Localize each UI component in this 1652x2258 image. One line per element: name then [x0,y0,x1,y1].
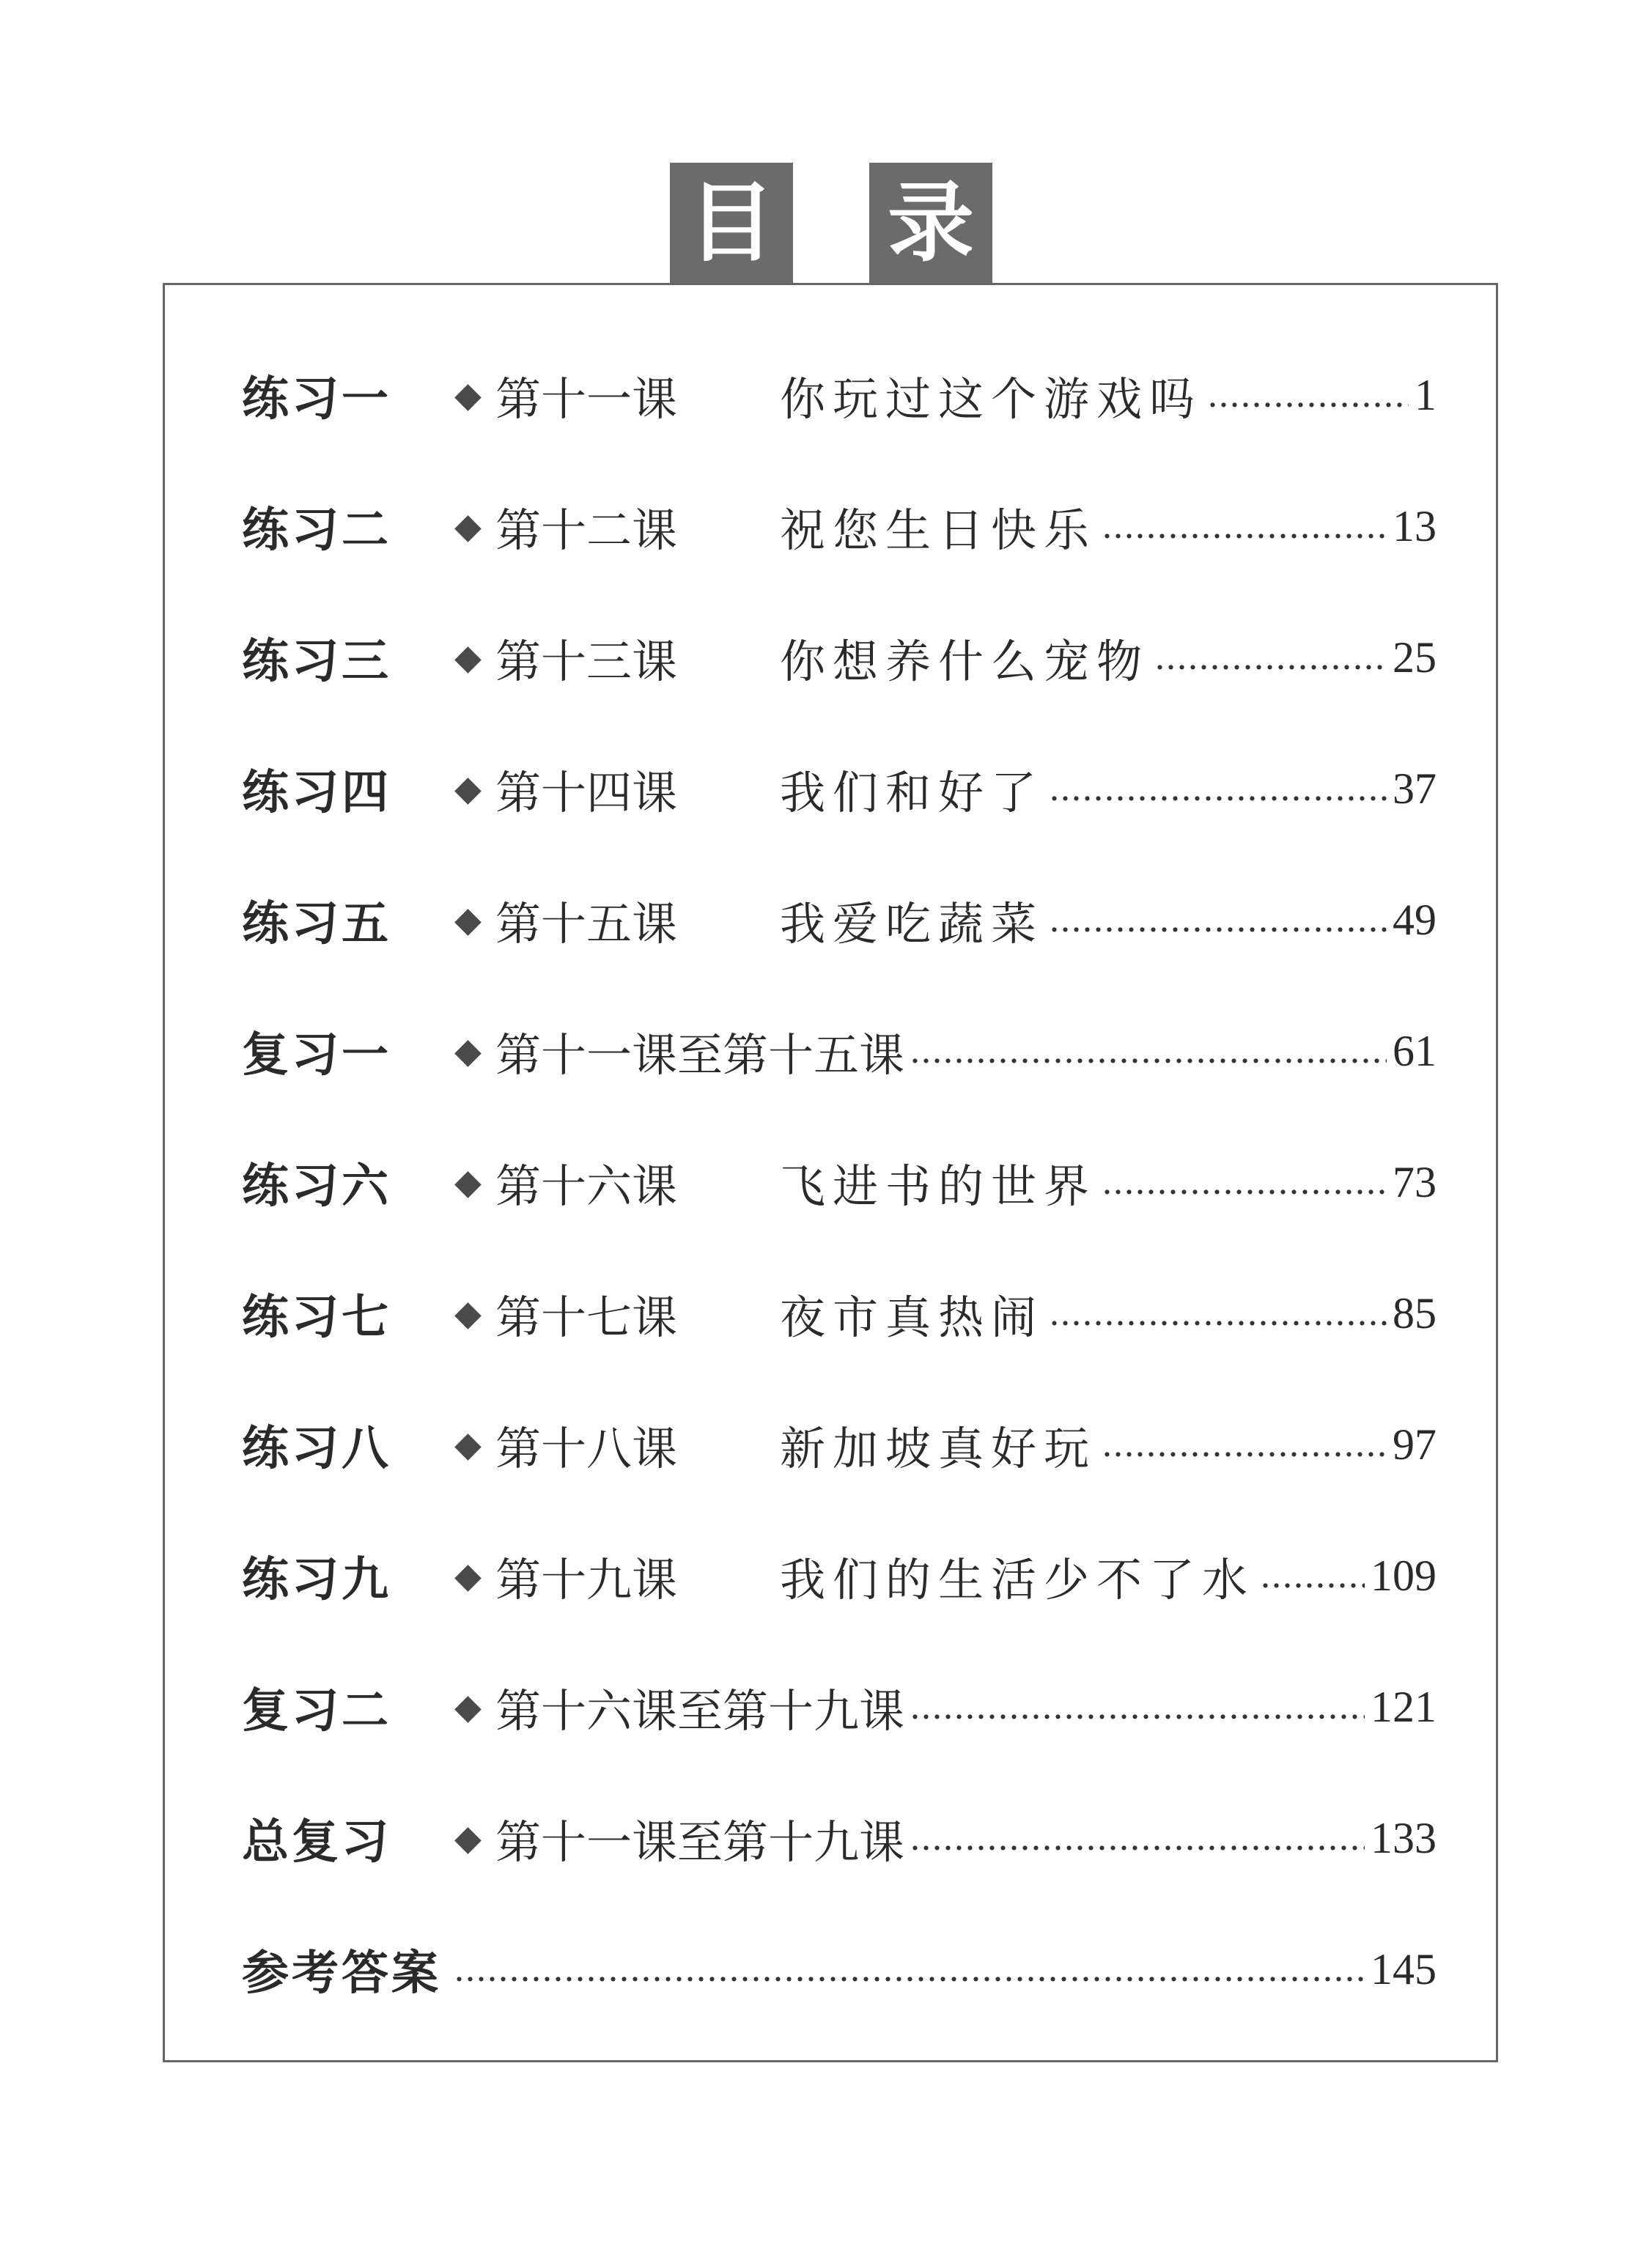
page-number: 121 [1371,1682,1437,1731]
dot-leader [910,1685,1365,1729]
diamond-icon: ◆ [454,1555,482,1596]
diamond-icon: ◆ [454,1818,482,1859]
toc-entry-11[interactable] [242,1674,1437,1740]
dot-leader [1102,1423,1387,1466]
lesson-number: 第十五课 [495,896,678,951]
lesson-range: 第十六课至第十九课 [495,1683,905,1738]
dot-leader [1102,504,1387,548]
diamond-icon: ◆ [454,1424,482,1465]
entry-label: 练习一 [242,372,391,427]
lesson-topic: 你想养什么宠物 [780,634,1150,688]
lesson-topic: 飞进书的世界 [780,1159,1097,1213]
diamond-icon: ◆ [454,1686,482,1727]
toc-entry-2[interactable] [242,493,1437,559]
entry-label: 练习二 [242,503,391,558]
entry-label: 练习四 [242,766,391,820]
diamond-icon: ◆ [454,637,482,678]
page-number: 61 [1393,1026,1437,1075]
dot-leader [910,1816,1365,1860]
dot-leader [910,1029,1387,1073]
dot-leader [1050,898,1387,942]
dot-leader [1155,635,1387,679]
lesson-topic: 夜市真热闹 [780,1290,1044,1344]
toc-entry-answers[interactable] [242,1936,1437,2002]
entry-label: 总复习 [242,1815,391,1870]
toc-entry-8[interactable] [242,1280,1437,1346]
toc-entry-7[interactable] [242,1149,1437,1215]
diamond-icon: ◆ [454,768,482,809]
dot-leader [1208,373,1409,417]
toc-entry-5[interactable] [242,887,1437,953]
dot-leader [1050,767,1387,811]
entry-label: 练习三 [242,635,391,689]
toc-entry-6[interactable] [242,1018,1437,1084]
diamond-icon: ◆ [454,899,482,940]
lesson-topic: 我爱吃蔬菜 [780,896,1044,951]
toc-entry-10[interactable] [242,1543,1437,1609]
page-number: 133 [1371,1813,1437,1862]
toc-entry-3[interactable] [242,624,1437,690]
dot-leader [1261,1554,1365,1598]
lesson-range: 第十一课至第十九课 [495,1815,905,1869]
lesson-number: 第十一课 [495,372,678,426]
diamond-icon: ◆ [454,1162,482,1203]
dot-leader [1050,1291,1387,1335]
toc-entry-9[interactable] [242,1412,1437,1477]
toc-entry-1[interactable] [242,362,1437,428]
entry-label: 复习二 [242,1684,391,1738]
dot-leader [454,1947,1365,1991]
page-number: 109 [1371,1551,1437,1600]
entry-label: 练习五 [242,897,391,951]
toc-entry-4[interactable] [242,756,1437,822]
title-char-mu: 目 [670,163,793,283]
diamond-icon: ◆ [454,1293,482,1334]
entry-label: 参考答案 [242,1947,441,2001]
page-number: 85 [1393,1288,1437,1338]
lesson-topic: 我们和好了 [780,765,1044,819]
page-number: 25 [1393,632,1437,682]
lesson-number: 第十七课 [495,1290,678,1344]
diamond-icon: ◆ [454,506,482,547]
page-number: 73 [1393,1157,1437,1206]
lesson-number: 第十六课 [495,1159,678,1213]
lesson-number: 第十二课 [495,503,678,557]
page-number: 13 [1393,501,1437,550]
dot-leader [1102,1160,1387,1204]
lesson-topic: 你玩过这个游戏吗 [780,372,1203,426]
title-char-lu: 录 [869,163,992,283]
page-number: 145 [1371,1944,1437,1993]
lesson-topic: 我们的生活少不了水 [780,1552,1255,1606]
diamond-icon: ◆ [454,375,482,416]
page-number: 1 [1415,370,1437,419]
lesson-number: 第十九课 [495,1552,678,1606]
page-number: 97 [1393,1420,1437,1469]
toc-entry-12[interactable] [242,1805,1437,1871]
page-number: 49 [1393,895,1437,944]
entry-label: 复习一 [242,1028,391,1082]
entry-label: 练习七 [242,1291,391,1345]
lesson-number: 第十八课 [495,1421,678,1475]
lesson-range: 第十一课至第十五课 [495,1027,905,1082]
lesson-topic: 新加坡真好玩 [780,1421,1097,1475]
lesson-topic: 祝您生日快乐 [780,503,1097,557]
lesson-number: 第十三课 [495,634,678,688]
entry-label: 练习六 [242,1159,391,1214]
diamond-icon: ◆ [454,1030,482,1071]
page-number: 37 [1393,764,1437,813]
entry-label: 练习九 [242,1553,391,1607]
entry-label: 练习八 [242,1422,391,1476]
lesson-number: 第十四课 [495,765,678,819]
